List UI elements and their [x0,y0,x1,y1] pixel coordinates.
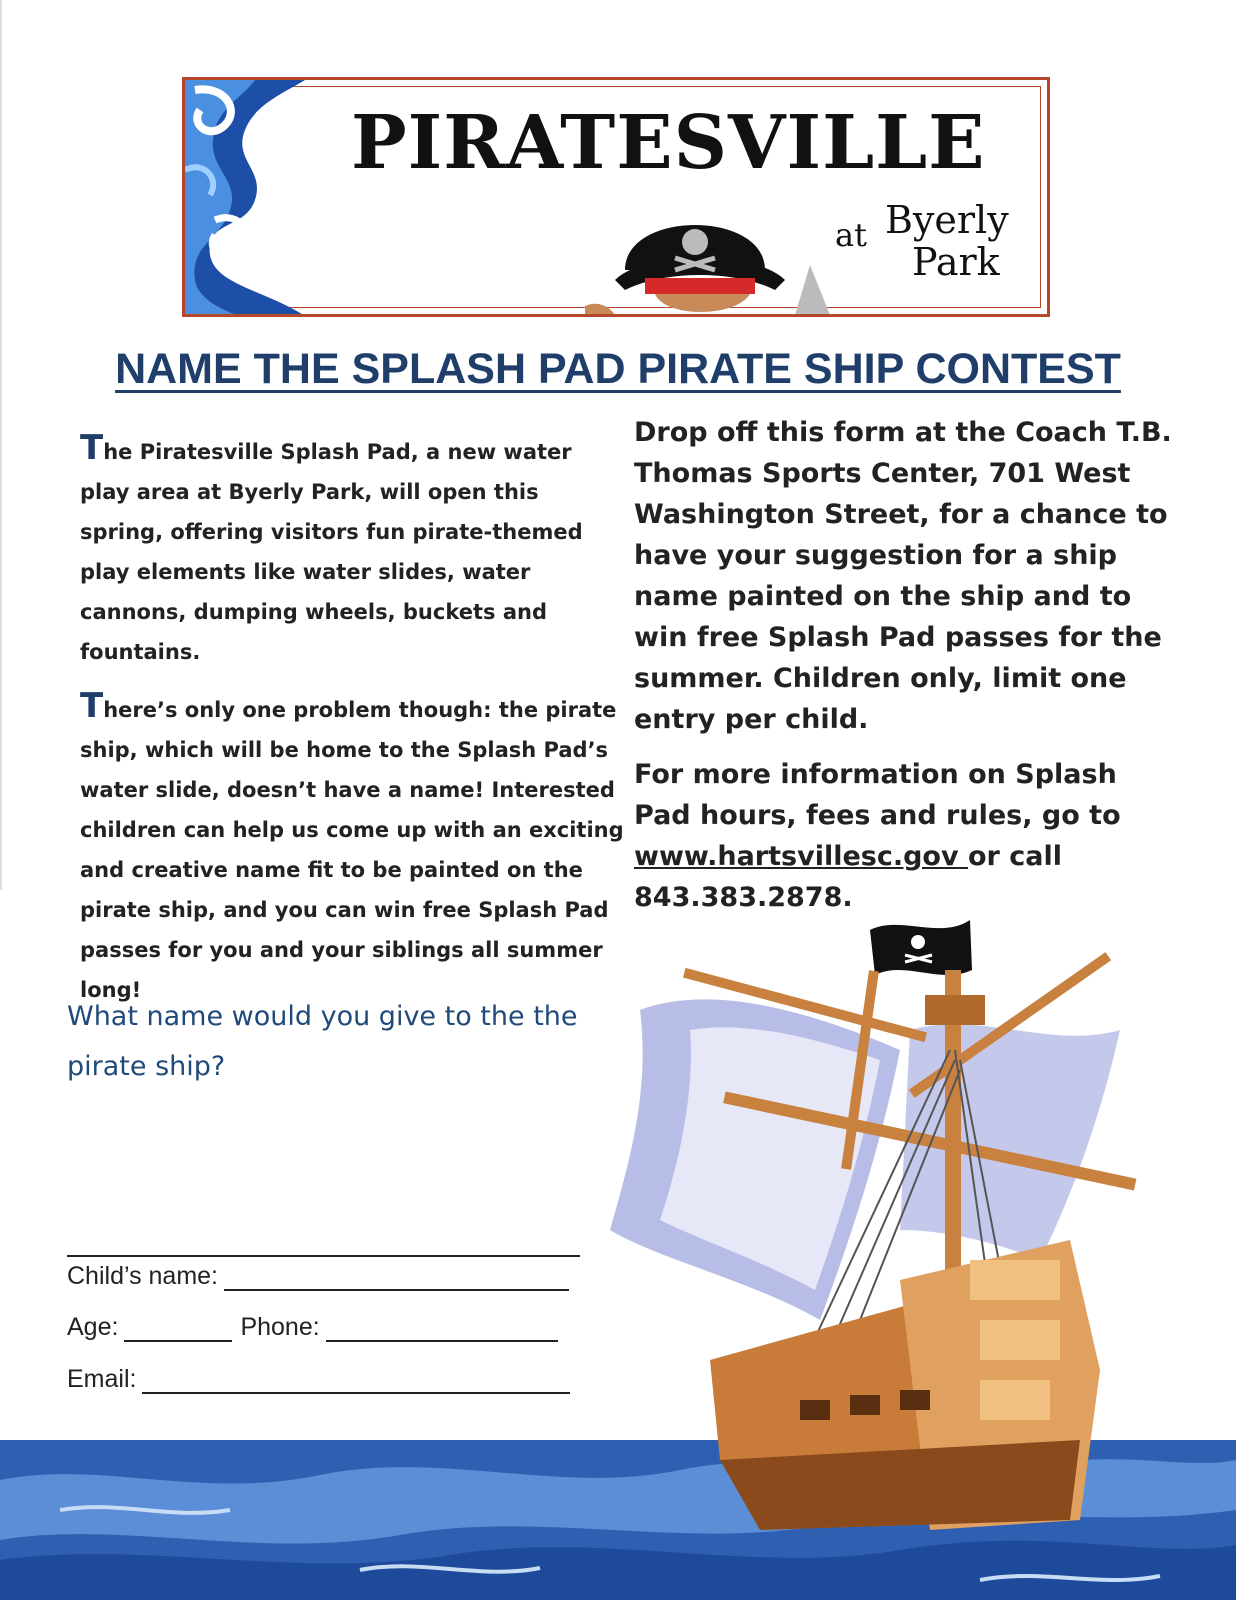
intro-paragraph-2 [80,686,625,1010]
logo-byerly: Byerly [885,198,1009,242]
drop-cap: T [80,686,104,726]
logo-park: Park [912,240,1000,284]
age-label: Age: [67,1313,119,1341]
intro-paragraph-1-text: he Piratesville Splash Pad, a new water play area at Byerly Park, will open this spring, offering visitors fun pirate-themed play elements like water slides, water cannons, dumping wheels, buckets and fountains. [80,440,583,664]
child-name-label: Child’s name: [67,1262,219,1290]
logo-at: at [835,216,867,254]
page-edge [0,0,2,890]
more-info-paragraph [634,754,1174,918]
website-link[interactable]: www.hartsvillesc.gov [634,841,968,872]
drop-cap: T [80,428,104,468]
wave-art [185,80,315,316]
intro-paragraph-2-text: here’s only one problem though: the pirate ship, which will be home to the Splash Pad’s water slide, doesn’t have a name! Interested children can help us come up with an exciting and creative name fit to be painted on the pirate ship, and you can win free Splash Pad passes for you and your siblings all summer long! [80,698,624,1002]
page-title: NAME THE SPLASH PAD PIRATE SHIP CONTEST [115,345,1121,393]
dropoff-paragraph: Drop off this form at the Coach T.B. Thomas Sports Center, 701 West Washington Street, for a chance to have your suggestion for a ship name painted on the ship and to win free Splash Pad passes for the summer. Children only, limit one entry per child. [634,417,1172,735]
intro-paragraph-1 [80,428,625,672]
logo-title: PIRATESVILLE [351,100,986,186]
email-row [67,1365,570,1394]
child-name-field[interactable] [224,1265,569,1291]
phone-label: Phone: [240,1313,320,1341]
age-field[interactable] [124,1316,232,1342]
question-prompt: What name would you give to the the pirate ship? [67,1001,578,1082]
ship-name-answer-line[interactable] [67,1255,580,1257]
email-field[interactable] [142,1368,570,1394]
info-column [634,412,1174,918]
age-phone-row [67,1313,558,1342]
intro-column [80,428,625,1010]
piratesville-banner [182,77,1050,317]
more-info-text: For more information on Splash Pad hours, fees and rules, go to [634,759,1121,831]
phone-field[interactable] [326,1316,558,1342]
email-label: Email: [67,1365,137,1393]
phone-text: or call 843.383.2878. [634,841,1062,913]
child-name-row [67,1262,569,1291]
pirate-hat-icon [585,190,845,317]
pirate-ship-art [600,900,1200,1550]
